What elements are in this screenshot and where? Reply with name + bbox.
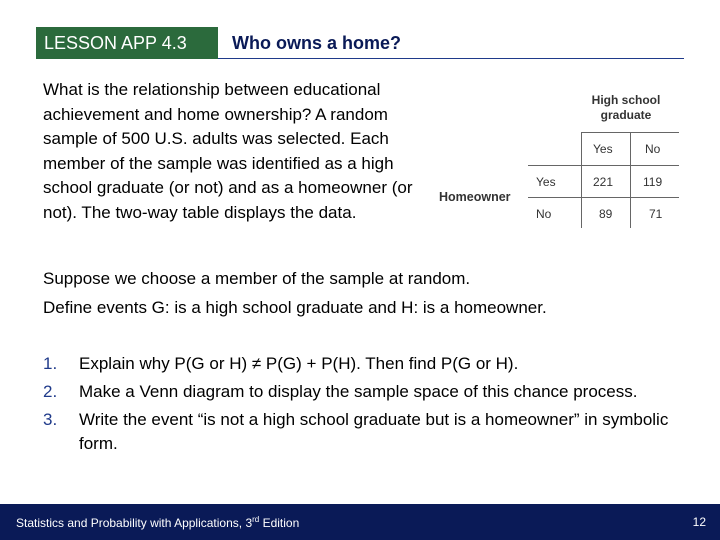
title-divider	[218, 58, 684, 59]
scenario-line-2: Define events G: is a high school graduate and H: is a homeowner.	[43, 298, 547, 317]
scenario-paragraph	[43, 264, 547, 322]
two-way-table	[436, 88, 683, 236]
question-text: Make a Venn diagram to display the sample space of this chance process.	[79, 382, 638, 401]
intro-paragraph: What is the relationship between educational achievement and home ownership? A random sample of 500 U.S. adults was selected. Each member of the sample was identified as a high school graduate (or not) and as a homeowner (or not). The two-way table displays the data.	[43, 80, 413, 222]
table-row-label-no: No	[536, 207, 552, 221]
list-item	[43, 352, 683, 376]
question-text: Write the event “is not a high school graduate but is a homeowner” in symbolic form.	[79, 410, 669, 453]
list-number: 2.	[43, 382, 58, 401]
page-title: Who owns a home?	[232, 33, 401, 53]
lesson-tag: LESSON APP 4.3	[36, 27, 218, 59]
footer-title: Statistics and Probability with Applications, 3	[16, 516, 253, 530]
footer-text	[16, 515, 299, 530]
table-column-no: No	[645, 142, 661, 156]
question-text: Explain why P(G or H) ≠ P(G) + P(H). Then find P(G or H).	[79, 354, 519, 373]
footer-superscript: rd	[252, 515, 260, 524]
table-rule	[581, 132, 582, 228]
footer-bar	[0, 504, 720, 540]
table-rule	[630, 132, 631, 228]
scenario-line-1: Suppose we choose a member of the sample at random.	[43, 269, 471, 288]
table-cell: 71	[649, 207, 663, 221]
table-row-header: Homeowner	[439, 190, 511, 204]
list-item	[43, 408, 683, 456]
list-number: 1.	[43, 354, 58, 373]
table-column-header: High school graduate	[591, 93, 661, 122]
question-list	[43, 352, 683, 460]
table-cell: 89	[599, 207, 613, 221]
page-number: 12	[692, 515, 706, 529]
footer-edition: Edition	[259, 516, 300, 530]
table-column-yes: Yes	[593, 142, 613, 156]
table-cell: 221	[593, 175, 614, 189]
table-cell: 119	[643, 175, 663, 189]
table-row-label-yes: Yes	[536, 175, 556, 189]
list-item	[43, 380, 683, 404]
list-number: 3.	[43, 410, 58, 429]
table-rule	[528, 165, 679, 166]
table-rule	[528, 197, 679, 198]
